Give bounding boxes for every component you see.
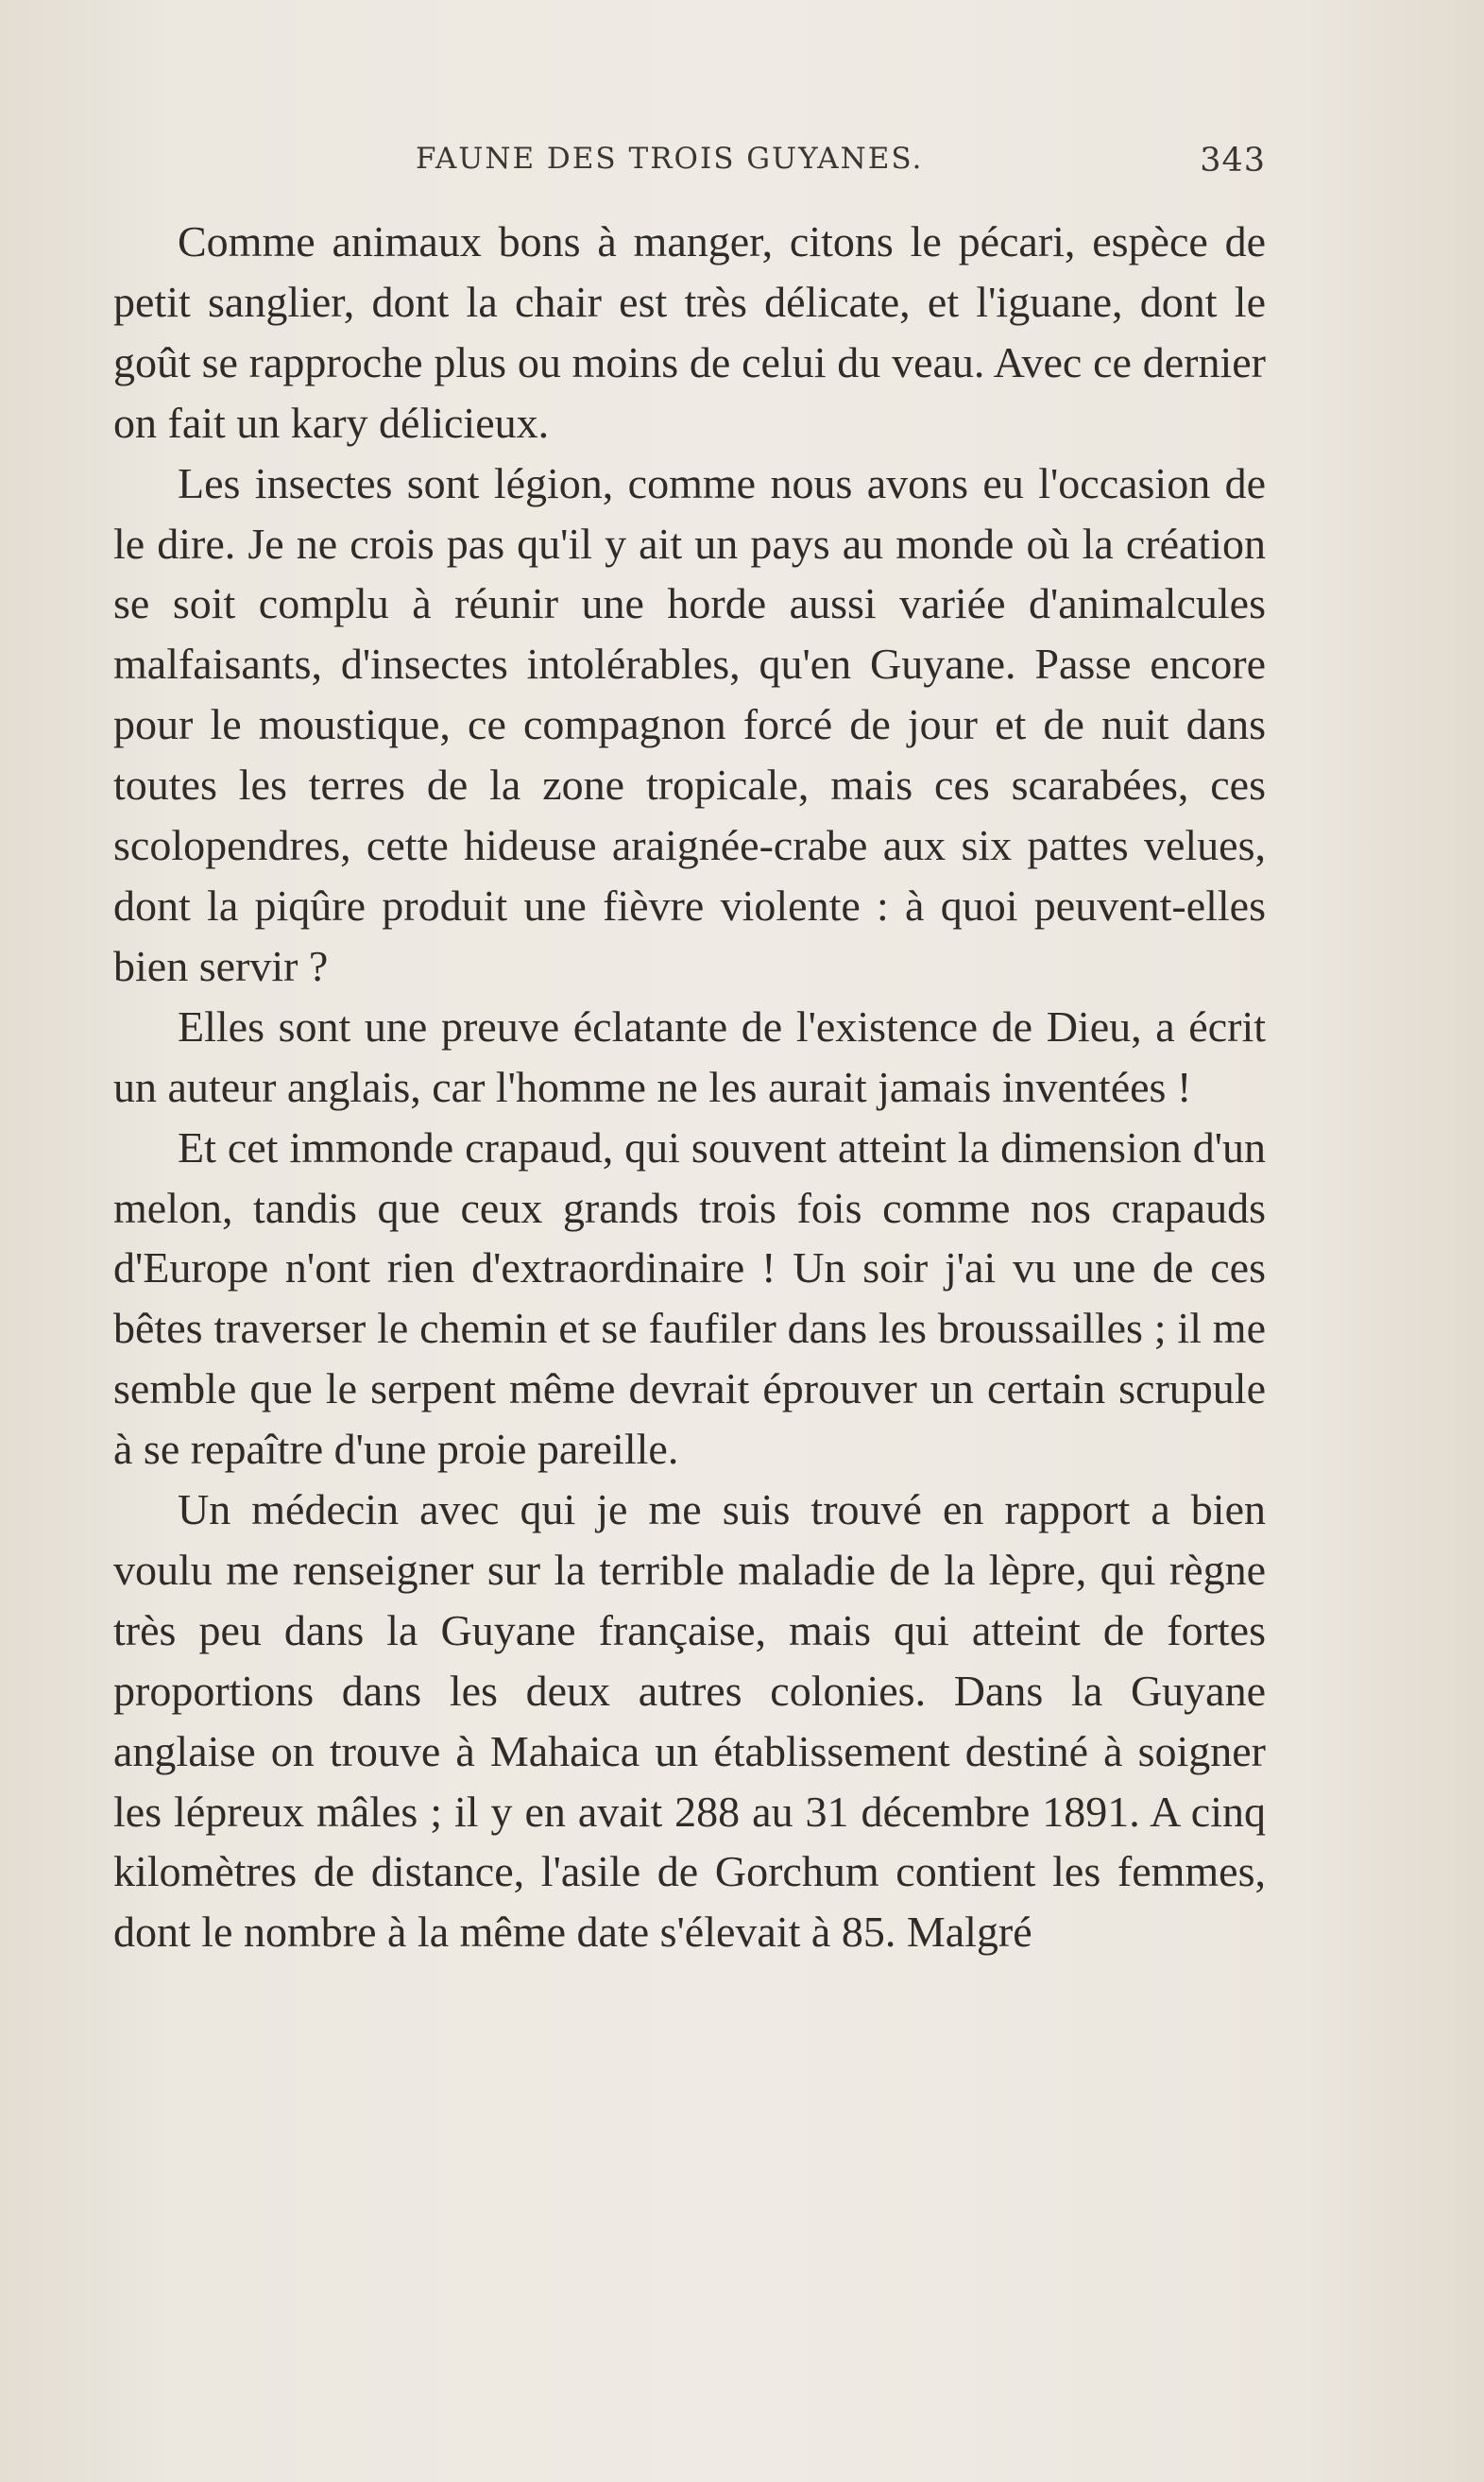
paragraph-edible-animals: Comme animaux bons à manger, citons le pécari, espèce de petit sanglier, dont la chair est très délicate, et l'iguane, dont le goût se rapproche plus ou moins de celui du veau. Avec ce dernier on fait un kary délicieux. — [113, 217, 1266, 447]
paragraph-insects: Les insectes sont légion, comme nous avons eu l'occasion de le dire. Je ne crois pas qu'il y ait un pays au monde où la création se soit complu à réunir une horde aussi variée d'animalcules malfaisants, d'insectes intolérables, qu'en Guyane. Passe encore pour le moustique, ce compagnon forcé de jour et de nuit dans toutes les terres de la zone tropicale, mais ces scarabées, ces scolopendres, cette hideuse araignée-crabe aux six pattes velues, dont la piqûre produit une fièvre violente : à quoi peuvent-elles bien servir ? — [113, 458, 1266, 990]
paragraph-leprosy: Un médecin avec qui je me suis trouvé en rapport a bien voulu me renseigner sur la terrible maladie de la lèpre, qui règne très peu dans la Guyane française, mais qui atteint de fortes proportions dans les deux autres colonies. Dans la Guyane anglaise on trouve à Mahaica un établissement destiné à soigner les lépreux mâles ; il y en avait 288 au 31 décembre 1891. A cinq kilomètres de distance, l'asile de Gorchum contient les femmes, dont le nombre à la même date s'élevait à 85. Malgré — [113, 1485, 1266, 1957]
running-title: FAUNE DES TROIS GUYANES. — [416, 142, 924, 176]
paragraph-toad: Et cet immonde crapaud, qui souvent atteint la dimension d'un melon, tandis que ceux grands trois fois comme nos crapauds d'Europe n'ont rien d'extraordinaire ! Un soir j'ai vu une de ces bêtes traverser le chemin et se faufiler dans les broussailles ; il me semble que le serpent même devrait éprouver un certain scrupule à se repaître d'une proie pareille. — [113, 1122, 1266, 1474]
page-number: 343 — [1200, 142, 1266, 180]
body-text — [113, 212, 1266, 1962]
paragraph-proof-of-god: Elles sont une preuve éclatante de l'existence de Dieu, a écrit un auteur anglais, car l'homme ne les aurait jamais inventées ! — [113, 1001, 1266, 1111]
running-head — [113, 142, 1266, 185]
